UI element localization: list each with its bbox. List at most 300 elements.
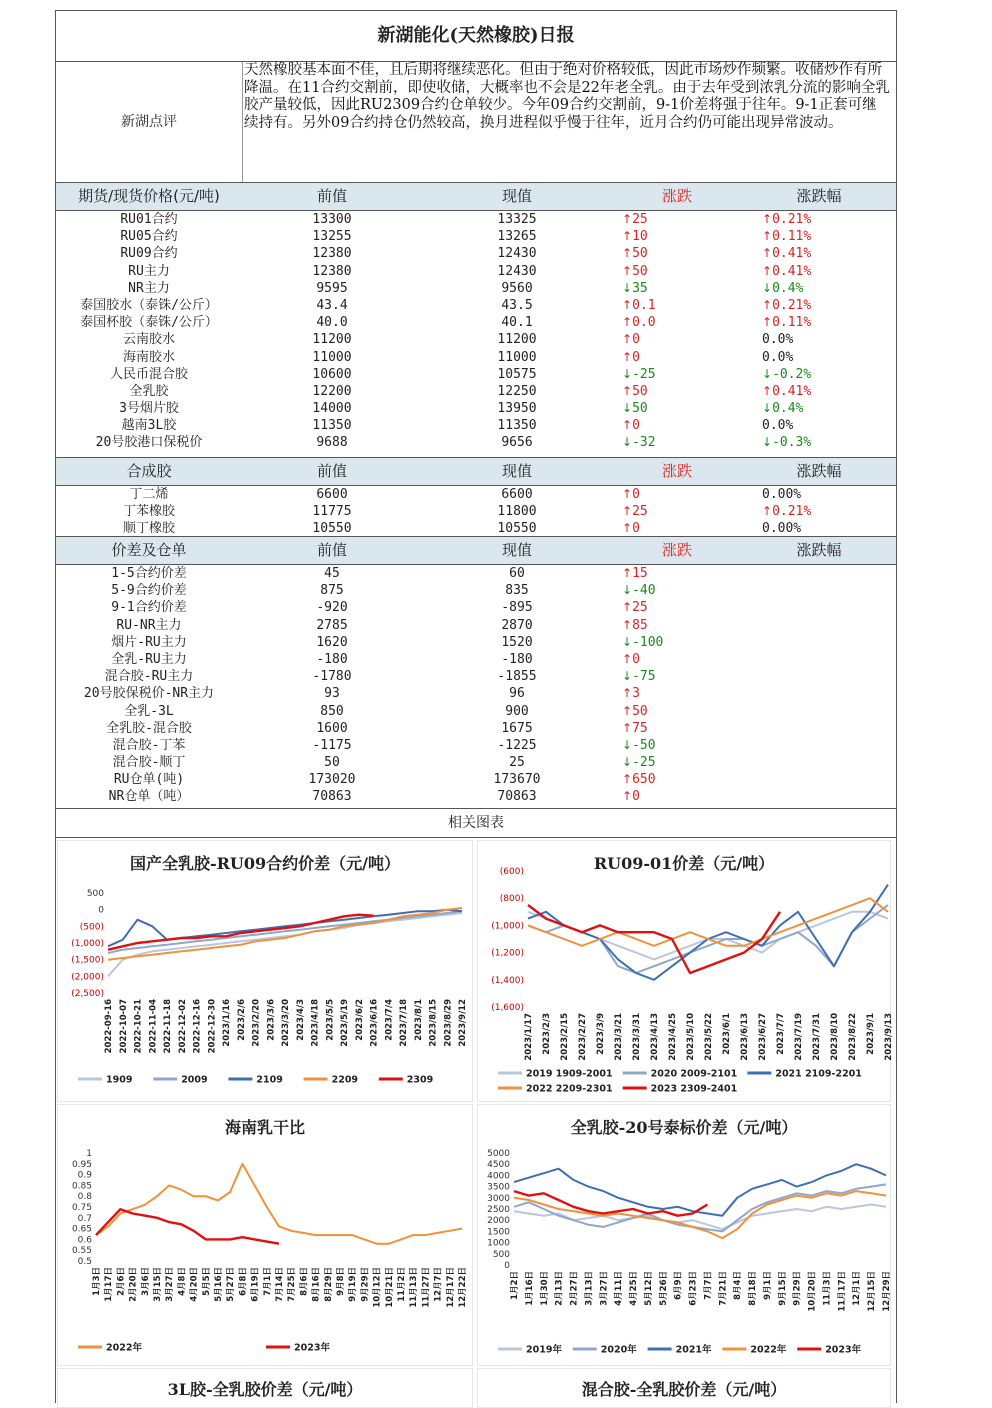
change-value: 0 — [632, 789, 640, 805]
legend-label: 2022年 — [106, 1342, 142, 1354]
x-tick-label: 2023/6/1 — [722, 1013, 732, 1055]
x-tick-label: 1月2日 — [510, 1271, 520, 1300]
change-pct-value: -0.3% — [772, 435, 812, 451]
previous-value: -180 — [316, 651, 348, 667]
table-row — [56, 280, 896, 297]
x-tick-label: 2023/1/17 — [524, 1013, 534, 1061]
change-cell — [612, 400, 742, 417]
change-pct-value: 0.21% — [772, 504, 812, 520]
x-tick-label: 2023/2/6 — [236, 999, 247, 1041]
x-tick-label: 2023/4/3 — [295, 999, 306, 1041]
table-row — [56, 228, 896, 245]
table-row — [56, 503, 896, 520]
x-tick-label: 7月7日 — [703, 1271, 714, 1300]
previous-value: 13255 — [312, 229, 352, 245]
previous-value: -1175 — [312, 737, 352, 753]
x-tick-label: 9月8日 — [336, 1267, 346, 1296]
current-value: 13265 — [497, 229, 537, 245]
x-tick-label: 11月2日 — [397, 1267, 407, 1302]
x-tick-label: 9月1日 — [762, 1271, 773, 1300]
x-tick-label: 2023/8/15 — [428, 999, 439, 1047]
change-pct-arrow-icon: ↓ — [762, 366, 773, 381]
y-tick-label: (1,500) — [71, 955, 104, 966]
x-tick-label: 2023/9/13 — [884, 1013, 894, 1061]
change-pct-cell — [742, 434, 896, 451]
y-tick-label: (800) — [499, 894, 524, 905]
change-cell — [612, 349, 742, 366]
x-tick-label: 12月29日 — [882, 1271, 892, 1312]
row-label: 混合胶-RU主力 — [104, 669, 194, 685]
chart-title: RU09-01价差（元/吨） — [593, 854, 775, 873]
change-pct-arrow-icon: ↑ — [762, 263, 773, 278]
change-pct-value: 0.00% — [762, 487, 802, 502]
x-tick-label: 11月27日 — [421, 1267, 432, 1308]
legend-label: 2021 2109-2201 — [775, 1068, 862, 1080]
change-pct-cell — [742, 520, 896, 537]
table-row — [56, 668, 896, 685]
x-tick-label: 2023/7/19 — [794, 1013, 804, 1061]
legend-label: 2309 — [406, 1074, 434, 1086]
change-cell — [612, 788, 742, 805]
x-tick-label: 2023/7/4 — [384, 999, 395, 1041]
x-tick-label: 2023/5/19 — [340, 999, 350, 1047]
x-tick-label: 2023/6/27 — [758, 1013, 768, 1061]
change-value: -25 — [632, 755, 656, 771]
current-value: 2870 — [501, 617, 533, 633]
x-tick-label: 2023/4/25 — [668, 1013, 678, 1061]
change-pct-arrow-icon: ↑ — [762, 504, 773, 519]
change-arrow-icon: ↑ — [622, 566, 633, 580]
x-tick-label: 2月6日 — [116, 1267, 127, 1296]
table-row — [56, 617, 896, 634]
header-cell: 涨跌 — [661, 541, 692, 559]
change-pct-value: 0.21% — [772, 297, 812, 313]
change-pct-arrow-icon: ↑ — [762, 229, 773, 244]
x-tick-label: 9月15日 — [777, 1271, 788, 1306]
legend-label: 2109 — [256, 1074, 283, 1086]
y-tick-label: 2000 — [487, 1216, 510, 1227]
header-cell: 期货/现货价格(元/吨) — [78, 187, 220, 205]
x-tick-label: 2023/3/21 — [614, 1013, 624, 1061]
x-tick-label: 2022-10-21 — [133, 999, 144, 1054]
legend-label: 1909 — [106, 1074, 133, 1086]
x-tick-label: 2022-11-04 — [148, 999, 159, 1054]
change-value: 0 — [632, 651, 640, 667]
row-label: 全乳-3L — [124, 703, 174, 719]
previous-value: 1600 — [316, 720, 348, 736]
table-row — [56, 211, 896, 228]
change-arrow-icon: ↑ — [622, 789, 633, 804]
x-tick-label: 12月17日 — [445, 1267, 456, 1308]
y-tick-label: 0.5 — [77, 1257, 92, 1267]
change-pct-value: 0.0% — [762, 418, 794, 434]
change-pct-cell — [742, 400, 896, 417]
change-value: 25 — [632, 504, 648, 520]
change-pct-arrow-icon: ↑ — [762, 383, 773, 398]
y-tick-label: 0.95 — [71, 1159, 92, 1170]
x-tick-label: 6月19日 — [250, 1267, 261, 1302]
x-tick-label: 12月15日 — [867, 1271, 878, 1312]
x-tick-label: 12月22日 — [458, 1267, 468, 1308]
futures-spot-price-table — [56, 182, 896, 452]
legend-label: 2020 2009-2101 — [650, 1068, 738, 1080]
table-row — [56, 383, 896, 400]
row-label: 丁苯橡胶 — [122, 504, 175, 520]
change-pct-cell — [742, 599, 896, 616]
change-pct-cell — [742, 565, 896, 582]
row-label: NR主力 — [128, 280, 170, 296]
change-pct-cell — [742, 297, 896, 314]
previous-value: 11200 — [312, 332, 352, 348]
change-pct-cell — [742, 280, 896, 297]
change-value: 25 — [632, 212, 648, 227]
change-pct-cell — [742, 503, 896, 520]
change-arrow-icon: ↑ — [622, 651, 633, 666]
page-title: 新湖能化(天然橡胶)日报 — [56, 11, 896, 62]
current-value: 96 — [509, 686, 525, 702]
legend-label: 2022年 — [750, 1344, 787, 1356]
chart-svg — [58, 841, 474, 1103]
change-value: 50 — [632, 401, 648, 417]
change-cell — [612, 582, 742, 599]
change-pct-value: 0.0% — [762, 349, 794, 365]
comment-label: 新湖点评 — [56, 62, 243, 182]
change-pct-cell — [742, 331, 896, 348]
legend-label: 2009 — [181, 1074, 208, 1086]
series-line — [528, 898, 888, 946]
row-label: 云南胶水 — [122, 332, 175, 348]
change-arrow-icon: ↑ — [622, 229, 633, 244]
x-tick-label: 4月25日 — [629, 1271, 640, 1306]
change-value: 50 — [632, 383, 648, 399]
header-cell: 涨跌幅 — [796, 541, 842, 559]
previous-value: 14000 — [312, 401, 352, 417]
chart-svg — [478, 841, 892, 1103]
series-line — [96, 1164, 462, 1244]
x-tick-label: 2022-12-30 — [207, 999, 218, 1054]
y-tick-label: (1,600) — [491, 1003, 524, 1013]
change-cell — [612, 668, 742, 685]
legend-label: 2209 — [331, 1074, 359, 1086]
change-arrow-icon: ↑ — [622, 297, 633, 312]
change-value: 0 — [632, 487, 640, 502]
y-tick-label: 0.9 — [77, 1170, 92, 1181]
comment-text: 天然橡胶基本面不佳，且后期将继续恶化。但由于绝对价格较低，因此市场炒作频繁。收储炒作有所降温。在11合约交割前，即使收储，大概率也不会是22年老全乳。由于去年受到浓乳分流的影响全乳胶产量较低，因此RU2309合约仓单较少。今年09合约交割前，9-1价差将强于往年。9-1正套可继续持有。另外09合约持仓仍然较高，换月进程似乎慢于往年，近月合约仍可能出现异常波动。 — [244, 62, 890, 131]
table-row — [56, 349, 896, 366]
y-tick-label: 0.75 — [71, 1203, 92, 1213]
legend-label: 2022 2209-2301 — [526, 1083, 613, 1095]
x-tick-label: 11月17日 — [837, 1271, 848, 1312]
x-tick-label: 6月9日 — [673, 1271, 684, 1300]
x-tick-label: 2023/3/31 — [632, 1013, 642, 1061]
change-pct-arrow-icon: ↓ — [762, 280, 773, 295]
x-tick-label: 2023/9/12 — [458, 999, 468, 1047]
table-row — [56, 331, 896, 348]
x-tick-label: 5月12日 — [643, 1271, 654, 1306]
current-value: 10550 — [497, 521, 537, 537]
previous-value: 173020 — [308, 772, 356, 788]
x-tick-label: 2022-10-07 — [118, 999, 129, 1054]
change-pct-value: -0.2% — [772, 366, 812, 382]
change-pct-cell — [742, 788, 896, 805]
header-cell: 现值 — [501, 541, 532, 559]
header-cell: 涨跌幅 — [796, 187, 842, 205]
x-tick-label: 2月20日 — [128, 1267, 139, 1302]
row-label: 丁二烯 — [129, 487, 169, 502]
row-label: 9-1合约价差 — [111, 600, 187, 616]
y-tick-label: 1 — [86, 1149, 92, 1159]
row-label: 混合胶-丁苯 — [112, 737, 186, 753]
change-cell — [612, 331, 742, 348]
table-header-row — [56, 182, 896, 211]
change-pct-value: 0.41% — [772, 263, 812, 279]
y-tick-label: 1500 — [487, 1227, 510, 1238]
x-tick-label: 2023/3/6 — [266, 999, 277, 1041]
legend-label: 2021年 — [675, 1344, 712, 1356]
change-pct-value: 0.11% — [772, 315, 812, 331]
table-header-row — [56, 536, 896, 565]
change-arrow-icon: ↑ — [622, 772, 633, 787]
row-label: 全乳胶-混合胶 — [106, 720, 192, 736]
x-tick-label: 9月29日 — [360, 1267, 371, 1302]
previous-value: 6600 — [316, 487, 348, 502]
chart-title: 混合胶-全乳胶价差（元/吨） — [581, 1380, 787, 1399]
row-label: 人民币混合胶 — [109, 366, 188, 382]
current-value: 40.1 — [501, 315, 533, 331]
previous-value: 12380 — [312, 263, 352, 279]
x-tick-label: 2023/3/9 — [596, 1013, 606, 1055]
x-tick-label: 2023/9/1 — [866, 1013, 876, 1055]
change-pct-value: 0.4% — [772, 401, 804, 417]
x-tick-label: 4月8日 — [177, 1267, 188, 1296]
change-pct-cell — [742, 771, 896, 788]
current-value: 1675 — [501, 720, 533, 736]
series-line — [96, 1209, 279, 1244]
change-arrow-icon: ↑ — [622, 504, 633, 519]
y-tick-label: 3500 — [487, 1182, 510, 1193]
row-label: RU01合约 — [120, 212, 178, 227]
x-tick-label: 2022-12-02 — [177, 999, 188, 1054]
table-row — [56, 400, 896, 417]
change-pct-cell — [742, 737, 896, 754]
header-cell: 前值 — [316, 187, 347, 205]
x-tick-label: 7月21日 — [718, 1271, 729, 1306]
current-value: 9560 — [501, 280, 533, 296]
chart-svg — [478, 1105, 892, 1367]
chart-svg — [58, 1105, 474, 1367]
x-tick-label: 2023/6/16 — [369, 999, 380, 1047]
y-tick-label: (1,000) — [71, 939, 104, 949]
header-cell: 前值 — [316, 541, 347, 559]
change-cell — [612, 651, 742, 668]
change-cell — [612, 703, 742, 720]
change-arrow-icon: ↓ — [622, 737, 633, 752]
change-pct-value: 0.00% — [762, 521, 802, 537]
x-tick-label: 3月27日 — [599, 1271, 610, 1306]
current-value: 12430 — [497, 263, 537, 279]
x-tick-label: 7月1日 — [262, 1267, 273, 1296]
y-tick-label: 1000 — [487, 1238, 510, 1249]
legend-label: 2019年 — [526, 1344, 562, 1356]
table-header-row — [56, 457, 896, 486]
y-tick-label: 0 — [504, 1261, 510, 1271]
change-value: 85 — [632, 617, 648, 633]
change-cell — [612, 434, 742, 451]
change-arrow-icon: ↓ — [622, 583, 633, 598]
change-cell — [612, 720, 742, 737]
table-row — [56, 720, 896, 737]
change-value: 0 — [632, 521, 640, 537]
previous-value: -920 — [316, 600, 348, 616]
change-cell — [612, 617, 742, 634]
table-row — [56, 297, 896, 314]
x-tick-label: 4月11日 — [614, 1271, 625, 1306]
change-arrow-icon: ↑ — [622, 383, 633, 398]
x-tick-label: 10月20日 — [807, 1271, 818, 1312]
y-tick-label: 500 — [86, 889, 104, 899]
legend-label: 2023年 — [294, 1342, 330, 1354]
change-arrow-icon: ↓ — [622, 435, 633, 450]
x-tick-label: 3月27日 — [165, 1267, 176, 1302]
change-pct-value: 0.4% — [772, 280, 804, 296]
change-value: -50 — [632, 737, 656, 753]
change-pct-cell — [742, 754, 896, 771]
x-tick-label: 2023/2/27 — [578, 1013, 588, 1061]
table-row — [56, 737, 896, 754]
change-pct-arrow-icon: ↑ — [762, 246, 773, 261]
x-tick-label: 2023/5/10 — [686, 1013, 696, 1061]
change-pct-cell — [742, 366, 896, 383]
change-pct-value: 0.41% — [772, 246, 812, 262]
current-value: -180 — [501, 651, 533, 667]
change-arrow-icon: ↑ — [622, 686, 633, 701]
change-cell — [612, 211, 742, 228]
x-tick-label: 2023/7/18 — [399, 999, 409, 1047]
change-value: -100 — [632, 634, 664, 650]
current-value: -895 — [501, 600, 533, 616]
table-row — [56, 703, 896, 720]
row-label: RU主力 — [128, 263, 170, 279]
x-tick-label: 5月27日 — [226, 1267, 237, 1302]
table-row — [56, 417, 896, 434]
change-arrow-icon: ↓ — [622, 755, 633, 770]
previous-value: 850 — [320, 703, 344, 719]
x-tick-label: 2023/4/13 — [650, 1013, 660, 1061]
change-arrow-icon: ↓ — [622, 280, 633, 295]
change-cell — [612, 771, 742, 788]
row-label: 20号胶保税价-NR主力 — [83, 686, 215, 702]
x-tick-label: 2023/5/22 — [704, 1013, 714, 1061]
row-label: 越南3L胶 — [121, 418, 177, 434]
x-tick-label: 3月13日 — [584, 1271, 595, 1306]
change-pct-value: 0.21% — [772, 212, 812, 227]
series-line — [108, 911, 462, 953]
change-cell — [612, 280, 742, 297]
x-tick-label: 11月3日 — [822, 1271, 833, 1306]
change-arrow-icon: ↑ — [622, 720, 633, 735]
change-cell — [612, 228, 742, 245]
header-cell: 价差及仓单 — [111, 541, 187, 559]
x-tick-label: 3月15日 — [153, 1267, 163, 1302]
previous-value: 875 — [320, 583, 344, 599]
current-value: 11200 — [497, 332, 537, 348]
current-value: 60 — [509, 566, 525, 581]
chart-title: 全乳胶-20号泰标价差（元/吨） — [570, 1118, 798, 1137]
change-pct-arrow-icon: ↑ — [762, 315, 773, 330]
current-value: 9656 — [501, 435, 533, 451]
change-value: -40 — [632, 583, 656, 599]
previous-value: 12200 — [312, 383, 352, 399]
x-tick-label: 1月16日 — [524, 1271, 535, 1306]
current-value: 6600 — [501, 487, 533, 502]
legend-label: 2023年 — [825, 1344, 862, 1356]
change-value: 650 — [632, 772, 656, 788]
x-tick-label: 3月6日 — [140, 1267, 151, 1296]
x-tick-label: 8月4日 — [733, 1271, 744, 1300]
row-label: 顺丁橡胶 — [122, 521, 175, 537]
x-tick-label: 2023/2/15 — [560, 1013, 570, 1061]
previous-value: 50 — [324, 755, 340, 771]
change-value: 50 — [632, 246, 648, 262]
previous-value: 13300 — [312, 212, 352, 227]
header-cell: 合成胶 — [126, 462, 172, 480]
change-arrow-icon: ↑ — [622, 315, 633, 330]
y-tick-label: 0.55 — [71, 1246, 92, 1257]
change-pct-arrow-icon: ↑ — [762, 212, 773, 226]
synthetic-rubber-table — [56, 457, 896, 538]
chart-panel-ru09-01-spread — [477, 840, 894, 1102]
y-tick-label: 0.8 — [77, 1192, 92, 1203]
change-pct-value: 0.0% — [762, 332, 794, 348]
x-tick-label: 6月8日 — [238, 1267, 249, 1296]
change-cell — [612, 754, 742, 771]
change-pct-cell — [742, 314, 896, 331]
change-arrow-icon: ↓ — [622, 401, 633, 416]
table-row — [56, 771, 896, 788]
y-tick-label: (2,000) — [71, 972, 104, 983]
change-pct-cell — [742, 486, 896, 503]
x-tick-label: 2023/7/7 — [776, 1013, 786, 1055]
row-label: 海南胶水 — [122, 349, 175, 365]
change-value: -75 — [632, 669, 656, 685]
previous-value: 12380 — [312, 246, 352, 262]
chart-title: 海南乳干比 — [224, 1118, 305, 1137]
chart-panel-scrwf-str20-spread — [477, 1104, 891, 1366]
change-arrow-icon: ↑ — [622, 703, 633, 718]
table-row — [56, 685, 896, 702]
x-tick-label: 5月16日 — [214, 1267, 224, 1302]
current-value: 43.5 — [501, 297, 533, 313]
spread-warehouse-table — [56, 536, 896, 806]
y-tick-label: 3000 — [487, 1193, 510, 1204]
change-pct-cell — [742, 634, 896, 651]
change-pct-cell — [742, 349, 896, 366]
previous-value: -1780 — [312, 669, 352, 685]
row-label: RU09合约 — [120, 246, 178, 262]
current-value: 70863 — [497, 789, 537, 805]
header-cell: 现值 — [501, 187, 532, 205]
change-pct-cell — [742, 685, 896, 702]
table-row — [56, 434, 896, 451]
change-value: 0.0 — [632, 315, 656, 331]
row-label: NR仓单（吨） — [108, 789, 190, 805]
x-tick-label: 10月12日 — [372, 1267, 383, 1308]
previous-value: 11000 — [312, 349, 352, 365]
row-label: 烟片-RU主力 — [111, 634, 187, 650]
change-cell — [612, 263, 742, 280]
y-tick-label: (1,000) — [491, 921, 524, 932]
table-row — [56, 651, 896, 668]
